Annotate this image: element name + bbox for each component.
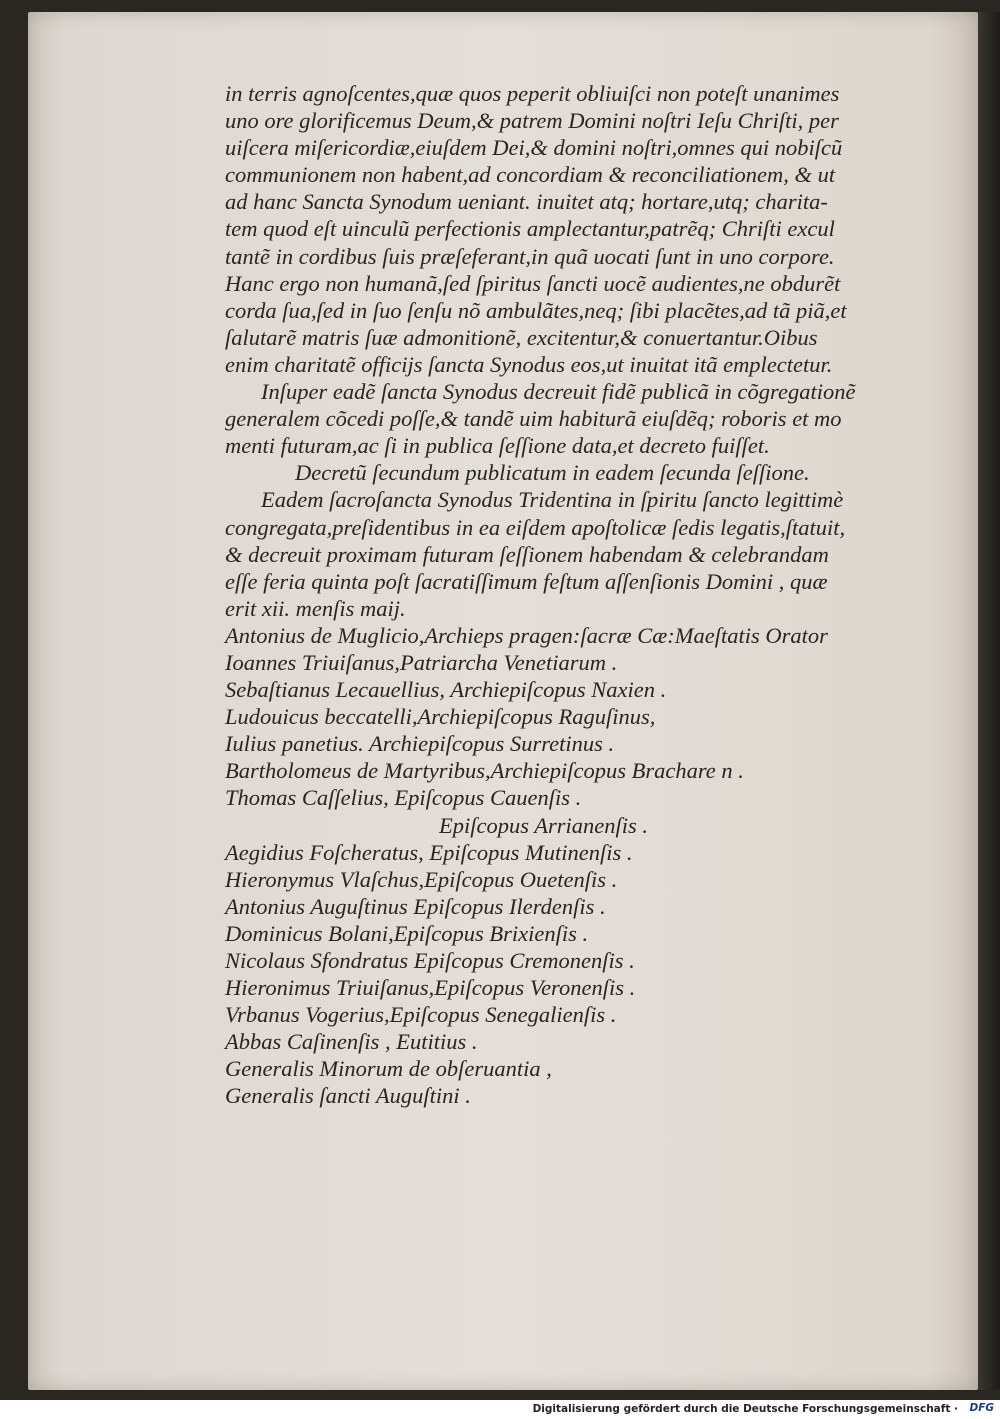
signatory-line: Aegidius Foſcheratus, Epiſcopus Mutinenſis . <box>225 839 633 865</box>
signatory-line: Iulius panetius. Archiepiſcopus Surretinus . <box>225 731 615 757</box>
text-line: in terris agnoſcentes,quæ quos peperit obliuiſci non poteſt unanimes <box>225 81 840 106</box>
page-text <box>225 80 925 1110</box>
signatory-line: Epiſcopus Arrianenſis . <box>439 812 648 838</box>
signatory-line: Abbas Caſinenſis , Eutitius . <box>225 1029 478 1055</box>
text-line: communionem non habent,ad concordiam & reconciliationem, & ut <box>225 162 836 188</box>
signatory-line: Vrbanus Vogerius,Epiſcopus Senegalienſis . <box>225 1002 617 1028</box>
decree-heading: Decretũ ſecundum publicatum in eadem ſecunda ſeſſione. <box>295 460 810 486</box>
text-line: menti futuram,ac ſi in publica ſeſſione data,et decreto fuiſſet. <box>225 433 770 459</box>
funding-credit: Digitalisierung gefördert durch die Deutsche Forschungsgemeinschaft · <box>532 1403 958 1415</box>
text-line: tem quod eſt uinculũ perfectionis amplectantur,patrẽq; Chriſti excul <box>225 216 835 242</box>
signatory-line: Dominicus Bolani,Epiſcopus Brixienſis . <box>225 920 589 946</box>
text-line: ſalutarẽ matris ſuæ admonitionẽ, excitentur,& conuertantur.Oibus <box>225 324 818 350</box>
text-line: generalem cõcedi poſſe,& tandẽ uim habiturã eiuſdẽq; roboris et mo <box>225 406 842 432</box>
text-line: enim charitatẽ officijs ſancta Synodus eos,ut inuitat itã emplectetur. <box>225 351 833 377</box>
signatory-line: Generalis Minorum de obſeruantia , <box>225 1056 552 1082</box>
signatory-line: Generalis ſancti Auguſtini . <box>225 1083 471 1109</box>
text-line: ad hanc Sancta Synodum ueniant. inuitet atq; hortare,utq; charita- <box>225 189 828 215</box>
text-line: eſſe feria quinta poſt ſacratiſſimum feſtum aſſenſionis Domini , quæ <box>225 568 828 594</box>
signatory-line: Thomas Caſſelius, Epiſcopus Cauenſis . <box>225 785 582 811</box>
signatory-line: Hieronimus Triuiſanus,Epiſcopus Veronenſis . <box>225 975 636 1001</box>
text-line: Eadem ſacroſancta Synodus Tridentina in ſpiritu ſancto legittimè <box>261 487 844 513</box>
signatory-line: Ludouicus beccatelli,Archiepiſcopus Raguſinus, <box>225 704 656 730</box>
signatory-line: Hieronymus Vlaſchus,Epiſcopus Ouetenſis . <box>225 866 618 892</box>
text-line: Hanc ergo non humanã,ſed ſpiritus ſancti uocẽ audientes,ne obdurẽt <box>225 270 841 296</box>
footer-bar <box>0 1400 1000 1419</box>
text-line: & decreuit proximam futuram ſeſſionem habendam & celebrandam <box>225 541 829 567</box>
signatory-line: Antonius Auguſtinus Epiſcopus Ilerdenſis . <box>225 893 606 919</box>
text-line: corda ſua,ſed in ſuo ſenſu nõ ambulãtes,neq; ſibi placẽtes,ad tã piã,et <box>225 297 847 323</box>
text-line: tantẽ in cordibus ſuis præſeferant,in quã uocati ſunt in uno corpore. <box>225 243 835 269</box>
dfg-logo: DFG <box>969 1402 994 1414</box>
signatory-line: Antonius de Muglicio,Archieps pragen:ſacræ Cæ:Maeſtatis Orator <box>225 622 828 648</box>
binding-edge <box>978 12 1000 1390</box>
signatory-line: Sebaſtianus Lecauellius, Archiepiſcopus Naxien . <box>225 677 667 703</box>
text-line: uiſcera miſericordiæ,eiuſdem Dei,& domini noſtri,omnes qui nobiſcũ <box>225 135 843 161</box>
text-line: congregata,preſidentibus in ea eiſdem apoſtolicæ ſedis legatis,ſtatuit, <box>225 514 846 540</box>
text-line: erit xii. menſis maij. <box>225 595 406 621</box>
text-line: Inſuper eadẽ ſancta Synodus decreuit fidẽ publicã in cõgregationẽ <box>261 379 856 405</box>
signatory-line: Bartholomeus de Martyribus,Archiepiſcopus Brachare n . <box>225 758 744 784</box>
text-line: uno ore glorificemus Deum,& patrem Domini noſtri Ieſu Chriſti, per <box>225 108 839 134</box>
signatory-line: Nicolaus Sfondratus Epiſcopus Cremonenſis . <box>225 948 635 973</box>
signatory-line: Ioannes Triuiſanus,Patriarcha Venetiarum . <box>225 649 618 675</box>
